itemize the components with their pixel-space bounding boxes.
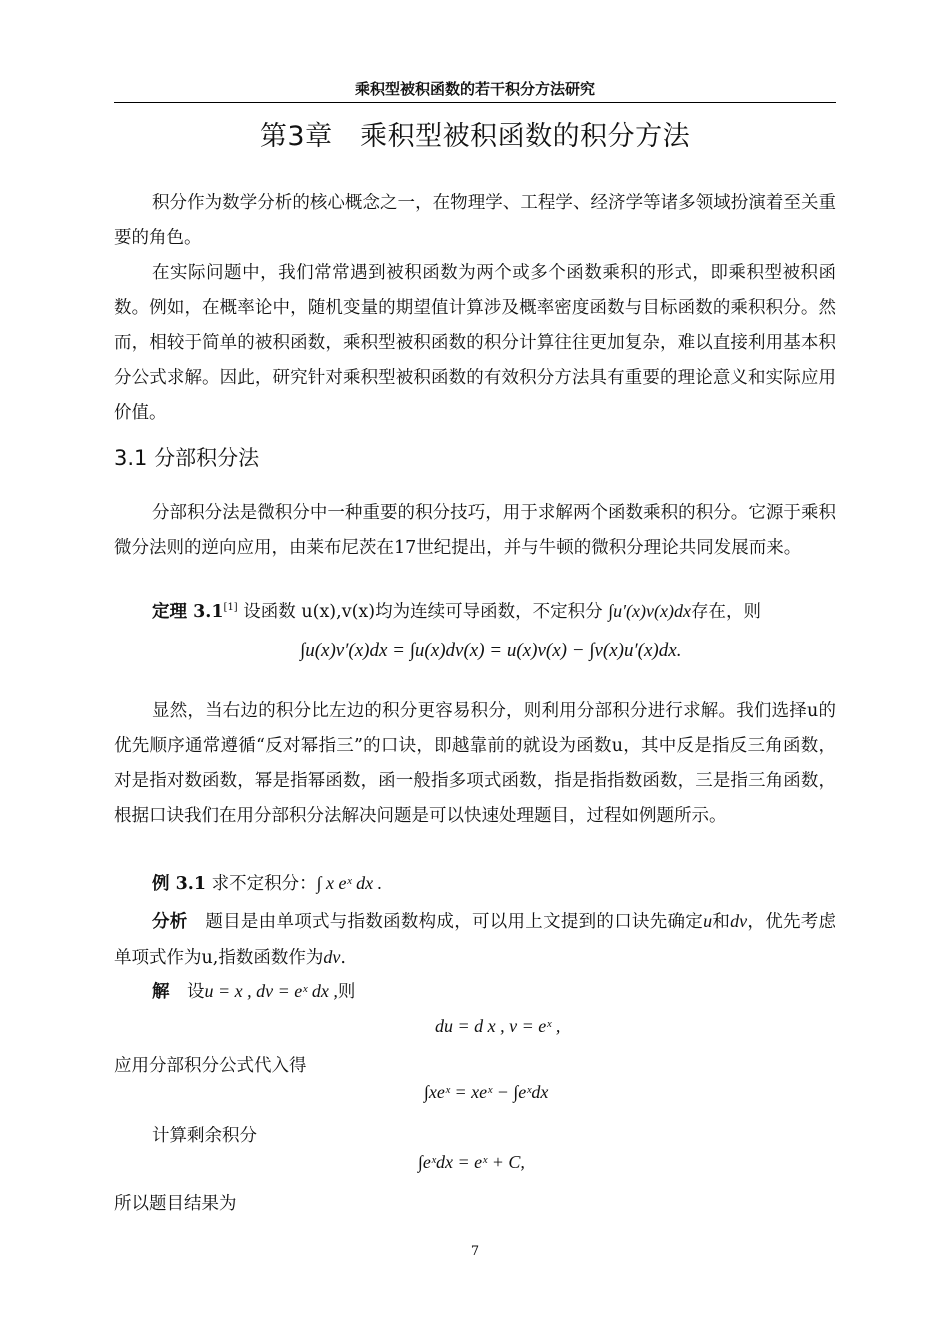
running-header: 乘积型被积函数的若干积分方法研究	[354, 80, 595, 98]
section-heading: 3.1 分部积分法	[114, 446, 260, 470]
analysis-u: u	[703, 911, 713, 931]
theorem-formula: ∫u(x)v′(x)dx = ∫u(x)dv(x) = u(x)v(x) − ∫v(x)u′(x)dx.	[300, 640, 682, 661]
analysis-end: .	[340, 948, 346, 968]
chapter-title: 第3章 乘积型被积函数的积分方法	[259, 121, 691, 152]
analysis-paragraph	[114, 904, 836, 976]
section-paragraph-1: 分部积分法是微积分中一种重要的积分技巧，用于求解两个函数乘积的积分。它源于乘积微分法则的逆向应用，由莱布尼茨在17世纪提出，并与牛顿的微积分理论共同发展而来。	[114, 503, 836, 558]
intro-paragraph-2: 在实际问题中，我们常常遇到被积函数为两个或多个函数乘积的形式，即乘积型被积函数。例如，在概率论中，随机变量的期望值计算涉及概率密度函数与目标函数的乘积积分。然而，相较于简单的被积函数，乘积型被积函数的积分计算往往更加复杂，难以直接利用基本积分公式求解。因此，研究针对乘积型被积函数的有效积分方法具有重要的理论意义和实际应用价值。	[114, 263, 836, 423]
theorem-integral: ∫u′(x)v(x)dx	[608, 601, 691, 621]
intro-paragraph-1: 积分作为数学分析的核心概念之一，在物理学、工程学、经济学等诸多领域扮演着至关重要的角色。	[114, 193, 836, 248]
apply-formula-text: 应用分部积分公式代入得	[114, 1056, 307, 1076]
analysis-text-a: 题目是由单项式与指数函数构成，可以用上文提到的口诀先确定	[187, 912, 704, 932]
theorem-text-after: 存在，则	[691, 602, 761, 622]
analysis-and: 和	[712, 912, 731, 932]
analysis-dv2: dv	[323, 947, 341, 967]
theorem-line	[152, 598, 761, 623]
example-line	[152, 870, 382, 895]
compute-remaining-text: 计算剩余积分	[152, 1126, 257, 1146]
result-text: 所以题目结果为	[114, 1194, 237, 1214]
theorem-citation: [1]	[223, 602, 238, 614]
page-number: 7	[470, 1244, 480, 1259]
example-label: 例 3.1	[152, 874, 207, 894]
equation-du-v: du = d x , v = eˣ ,	[435, 1016, 561, 1036]
section-paragraph-2: 显然，当右边的积分比左边的积分更容易积分，则利用分部积分进行求解。我们选择u的优先顺序通常遵循“反对幂指三”的口诀，即越靠前的就设为函数u，其中反是指反三角函数，对是指对数函数，幂是指幂函数，函一般指多项式函数，指是指指数函数，三是指三角函数，根据口诀我们在用分部积分法解决问题是可以快速处理题目，过程如例题所示。	[114, 701, 836, 826]
solution-label: 解	[152, 982, 170, 1002]
equation-by-parts: ∫xeˣ = xeˣ − ∫eˣdx	[424, 1082, 549, 1102]
example-text: 求不定积分：	[206, 874, 317, 894]
equation-remaining: ∫eˣdx = eˣ + C,	[418, 1152, 525, 1172]
solution-text-b: 则	[337, 982, 356, 1002]
header-rule	[114, 102, 836, 103]
analysis-dv: dv	[730, 911, 748, 931]
solution-text-a: 设	[169, 982, 205, 1002]
analysis-text-b: ，优先考虑单项式作为u,指数函数作为	[114, 912, 837, 968]
theorem-label: 定理 3.1	[152, 602, 224, 622]
solution-line	[152, 978, 355, 1003]
solution-substitution: u = x , dv = eˣ dx ,	[204, 981, 338, 1001]
example-integral: ∫ x eˣ dx .	[316, 873, 383, 893]
theorem-text: 设函数 u(x),v(x)均为连续可导函数，不定积分	[237, 602, 609, 622]
analysis-label: 分析	[152, 912, 188, 932]
